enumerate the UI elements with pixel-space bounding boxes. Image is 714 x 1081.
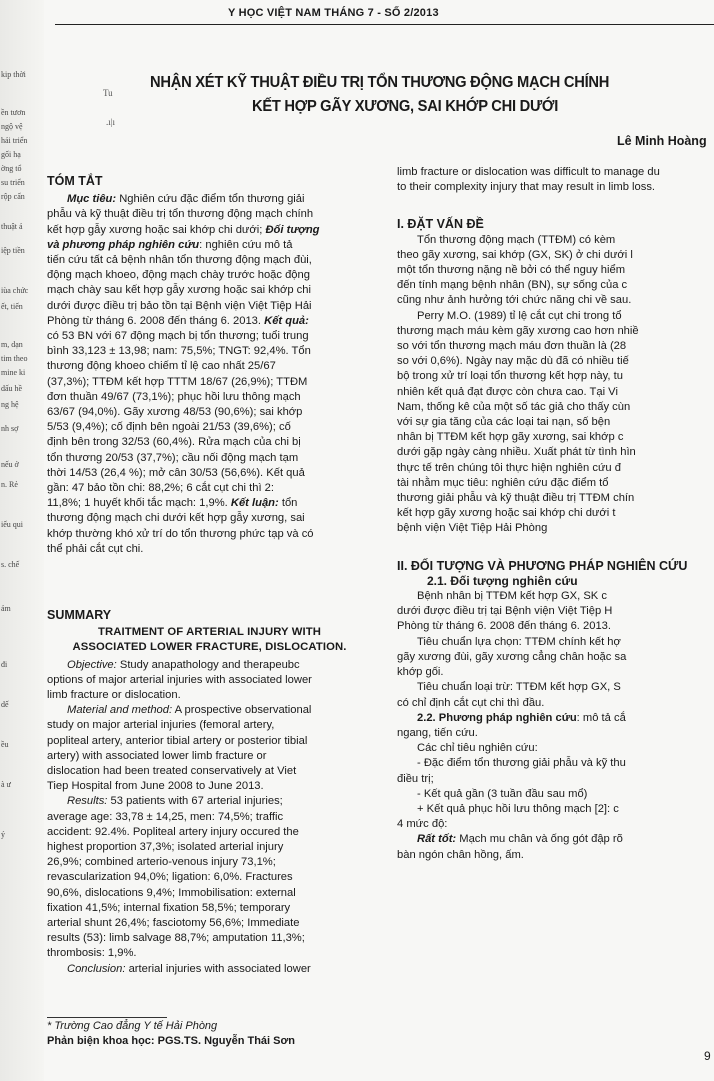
section-2-line [397,787,714,802]
summary-line [47,658,372,673]
text-run: options of major arterial injuries with associated lower [47,673,312,686]
summary-title-line-2: ASSOCIATED LOWER FRACTURE, DISLOCATION. [72,641,347,654]
abstract-vietnamese [47,174,372,557]
tomtat-line [47,527,372,542]
tomtat-line [47,253,372,268]
tomtat-line [47,542,372,557]
gutter-text-fragment: n. Rẻ [1,480,18,489]
text-run: tiến cứu tất cả bệnh nhân tổn thương động mạch đùi, [47,254,312,267]
text-run: Results: [67,795,108,808]
gutter-text-fragment: ền tươn [1,108,26,117]
section-2-line [397,832,714,847]
text-run: - Kết quả gần (3 tuần đầu sau mổ) [417,787,588,800]
text-run: thời 14/53 (26,4 %); mở cân 30/53 (56,6%). Kết quả [47,466,305,479]
summary-line [47,703,372,718]
gutter-text-fragment: nếu ở [1,460,19,469]
text-run: highest proportion 37,3%; isolated arterial injury [47,841,284,854]
gutter-text-fragment: s. chế [1,560,20,569]
gutter-text-fragment: hải triển [1,136,28,145]
text-run: study on major arterial injuries (femoral artery, [47,719,275,732]
summary-line [47,901,372,916]
text-run: average age: 33,78 ± 14,25, men: 74,5%; traffic [47,810,284,823]
article-title-line-2: KẾT HỢP GÃY XƯƠNG, SAI KHỚP CHI DƯỚI [252,98,559,115]
gutter-text-fragment: ờng tổ [1,164,22,173]
section-2-line [397,589,714,604]
summary-line [47,688,372,703]
tomtat-line [47,359,372,374]
text-run: dưới được điều trị tại Bệnh viện Việt Tiệp H [397,605,613,618]
text-run: thương động mạch chi dưới kết hợp gẫy xương, sai [47,512,305,525]
section-2-line [397,665,714,680]
section-1-line: thương giải phẫu và kỹ thuật điều trị TTĐM chín [397,492,635,505]
text-run: động mạch khoeo, động mạch chày trước hoặc động [47,269,310,282]
section-2-line [397,711,714,726]
text-run: A prospective observational [172,704,312,717]
summary-line [47,870,372,885]
summary-line [47,931,372,946]
text-run: ngang, tiến cứu. [397,726,478,739]
section-1-line: bệnh viện Việt Tiệp Hải Phòng [397,522,548,535]
gutter-text-fragment: nh sợ [1,424,19,433]
gutter-text-fragment: m, dạn [1,340,23,349]
binding-gutter [0,0,44,1081]
tomtat-line [47,496,372,511]
tomtat-line [47,390,372,405]
gutter-text-fragment: à ư [1,780,11,789]
section-2-line [397,772,714,787]
text-run: khớp thường khó xử trí do tổn thương phức tạp và có [47,527,314,540]
summary-line [47,764,372,779]
section-2-line [397,604,714,619]
article-title-line-1: NHẬN XÉT KỸ THUẬT ĐIỀU TRỊ TỔN THƯƠNG ĐỘNG MẠCH CHÍNH [150,74,610,91]
text-run: Kết quả: [264,314,309,327]
summary-line [47,886,372,901]
tomtat-line [47,192,372,207]
tomtat-line [47,481,372,496]
gutter-text-fragment: kip thời [1,70,26,79]
tomtat-line [47,375,372,390]
subsection-2-1-heading: 2.1. Đối tượng nghiên cứu [427,573,578,588]
text-run: Material and method: [67,704,173,717]
text-run: có chỉ định cắt cụt chi thì đầu. [397,696,545,709]
section-2-line [397,680,714,695]
text-run: Đối tượng [265,223,320,236]
text-run: revascularization 94,0%; ligation: 6,0%. Fractures [47,871,293,884]
text-run: thể phải cắt cụt chi. [47,542,144,555]
text-run: điều trị; [397,772,434,785]
tomtat-line [47,466,372,481]
text-run: Conclusion: [67,962,126,975]
gutter-text-fragment: đi [1,660,8,669]
text-run: Rất tốt: [417,833,457,846]
text-run: tổn thương 20/53 (37,7%); cầu nối động mạch tạm [47,451,299,464]
gutter-text-fragment: iùa chức [1,286,29,295]
text-run: thương động khoeo chiếm tỉ lệ cao nhất 25/67 [47,360,276,373]
tomtat-line [47,299,372,314]
text-run: bàn ngón chân hồng, ấm. [397,848,524,861]
summary-line [47,840,372,855]
text-run: Tiêu chuẩn lựa chọn: TTĐM chính kết hợ [417,635,621,648]
summary-line [47,810,372,825]
gutter-text-fragment: rộp cấn [1,192,25,201]
text-run: results (53): limb salvage 88,7%; amputation 11,3%; [47,932,305,945]
section-2-line [397,619,714,634]
text-run: arterial shunt 26,4%; fasciotomy 56,6%; Immediate [47,917,300,930]
section-1-heading: I. ĐẶT VẤN ĐỀ [397,217,484,232]
text-run: 53 patients with 67 arterial injuries; [107,795,283,808]
text-run: dislocation had been treated conservatively at Viet [47,765,297,778]
tomtat-line [47,268,372,283]
summary-line [47,749,372,764]
text-run: và phương pháp nghiên cứu [47,238,200,251]
summary-line [47,946,372,961]
text-run: gãy xương đùi, gãy xương cẳng chân hoặc sa [397,650,627,663]
tomtat-line [47,207,372,222]
summary-line [47,718,372,733]
section-2-line [397,741,714,756]
section-2-line [397,635,714,650]
text-run: 90,6%, dislocations 9,4%; Immobilisation: external [47,886,296,899]
gutter-text-fragment: iệp tiền [1,246,25,255]
gutter-text-fragment: iếu qui [1,520,23,529]
text-run: dưới được điều trị bảo tồn tại Bệnh viện Việt Tiệp Hải [47,299,312,312]
section-1-line: nhiên kết quả đạt được còn chưa cao. Tại Vi [397,385,618,398]
tomtat-line [47,451,372,466]
summary-line [47,855,372,870]
section-1-line: kết hợp gãy xương hoặc sai khớp chi dưới t [397,507,616,520]
summary-line [47,825,372,840]
page-number: 9 [704,1049,711,1063]
summary-line [47,794,372,809]
text-run: - Đặc điểm tổn thương giải phẫu và kỹ thu [417,757,626,770]
section-2-line [397,848,714,863]
text-run: Bệnh nhân bị TTĐM kết hợp GX, SK c [417,590,607,603]
gutter-text-fragment: ảm [1,604,11,613]
gutter-text-fragment: dấu hề [1,384,23,393]
text-run: fixation 41,5%; internal fixation 58,5%; temporary [47,901,291,914]
section-1-line: thương mạch máu kèm gãy xương cao hơn nhiề [397,324,639,337]
gutter-text-fragment: gối hạ [1,150,21,159]
tomtat-line [47,405,372,420]
section-1-line: dưới gặp ngày càng nhiều. Xuất phát từ tình hìn [397,446,636,459]
section-1-body [397,233,714,537]
text-run: artery) with associated lower limb fracture or [47,749,267,762]
tomtat-line [47,238,372,253]
text-run: định bên trong 32/53 (60,4%). Rửa mạch của chi bị [47,436,301,449]
text-run: Mạch mu chân và ống gót đập rõ [456,833,623,846]
summary-line [47,734,372,749]
text-run: phẫu và kỹ thuật điều trị tổn thương động mạch chính [47,208,314,221]
summary-line [47,962,372,977]
section-1-line: theo gãy xương, sai khớp (GX, SK) ở chi dưới l [397,248,633,261]
text-run: 26,9%; combined arterio-venous injury 73,1%; [47,856,276,869]
tomtat-line [47,283,372,298]
margin-mark: .ı|ı [106,117,116,127]
gutter-text-fragment: tim theo [1,354,28,363]
text-run: 4 mức độ: [397,818,448,831]
section-1-line: Nam, thống kê của một số tác giả cho thấy cùn [397,400,631,413]
gutter-text-fragment: ý [1,830,5,839]
gutter-text-fragment: ng hệ [1,400,19,409]
gutter-text-fragment: ều [1,740,9,749]
text-run: khớp gối. [397,666,444,679]
summary-continuation-2: to their complexity injury that may result in limb loss. [397,181,656,194]
text-run: 11,8%; 1 huyết khối tắc mạch: 1,9%. [47,497,231,510]
summary-line [47,916,372,931]
gutter-text-fragment: mine ki [1,368,26,377]
text-run: Tiêu chuẩn loại trừ: TTĐM kết hợp GX, S [417,681,621,694]
text-run: 5/53 (9,4%); cố định bên ngoài 21/53 (39,6%); cố [47,421,291,434]
text-run: Nghiên cứu đặc điểm tổn thương giải [116,193,305,206]
section-1-line: so với 0,6%). Ngày nay mặc dù đã có nhiều tiế [397,355,629,368]
text-run: gần: 47 bảo tồn chi: 88,2%; 6 cắt cụt chi thì 2: [47,482,275,495]
tomtat-line [47,314,372,329]
section-2-line [397,756,714,771]
section-2-line [397,650,714,665]
section-2-line [397,817,714,832]
section-1-line: cũng như ảnh hưởng tới chức năng chi về sau. [397,294,632,307]
footnote-reviewer: Phản biện khoa học: PGS.TS. Nguyễn Thái Sơn [47,1035,296,1047]
text-run: limb fracture or dislocation. [47,689,181,702]
tomtat-line [47,329,372,344]
text-run: Phòng từ tháng 6. 2008 đến tháng 6. 2013. [397,620,612,633]
section-2-line [397,696,714,711]
text-run: có 53 BN với 67 động mạch bị tổn thương; tuổi trung [47,330,309,343]
text-run: mạch chày sau kết hợp gẫy xương hoặc sai khớp chi [47,284,311,297]
header-rule [55,24,714,25]
section-1-line: Tổn thương động mạch (TTĐM) có kèm [417,233,616,246]
text-run: Các chỉ tiêu nghiên cứu: [417,742,538,755]
author-name: Lê Minh Hoàng [617,134,707,148]
text-run: Tiep Hospital from June 2008 to June 2013. [47,780,264,793]
text-run: kết hợp gẫy xương hoặc sai khớp chi dưới; [47,223,266,236]
section-2-line [397,802,714,817]
text-run: Objective: [67,658,117,671]
text-run: thrombosis: 1,9%. [47,947,137,960]
section-1-line: so với tổn thương mạch máu đơn thuần là (28 [397,340,627,353]
text-run: 2.2. Phương pháp nghiên cứu [417,711,577,724]
text-run: Kết luận: [230,497,279,510]
tomtat-line [47,344,372,359]
text-run: Phòng từ tháng 6. 2008 đến tháng 6. 2013. [47,314,265,327]
gutter-text-fragment: ngộ vệ [1,122,23,131]
text-run: : mô tả cắ [576,711,626,724]
summary-line [47,673,372,688]
tomtat-line [47,420,372,435]
summary-heading: SUMMARY [47,608,112,622]
tomtat-line [47,511,372,526]
right-column [397,165,714,863]
footnote-rule [47,1017,167,1018]
text-run: tổn [278,497,298,510]
text-run: + Kết quả phục hồi lưu thông mạch [2]: c [417,802,619,815]
text-run: Mục tiêu: [67,193,117,206]
section-2-line [397,726,714,741]
text-run: : nghiên cứu mô tả [199,238,293,251]
section-1-line: đến tính mạng bệnh nhân (BN), sự sống của c [397,279,628,292]
gutter-text-fragment: ết, tiến [1,302,23,311]
section-1-line: một tổn thương nặng nề bởi có thể nguy hiểm [397,264,626,277]
tomtat-heading: TÓM TẮT [47,174,103,188]
abstract-english [47,608,372,977]
section-1-line: thực tế trên chúng tôi thực hiện nghiên cứu đ [397,461,621,474]
text-run: popliteal artery, anterior tibial artery or posterior tibial [47,734,308,747]
footnote-affiliation: * Trường Cao đẳng Y tế Hải Phòng [47,1020,218,1032]
gutter-text-fragment: su triển [1,178,25,187]
section-1-line: Perry M.O. (1989) tỉ lệ cắt cụt chi trong tổ [417,309,622,322]
text-run: Study anapathology and therapeubc [116,658,300,671]
section-2-body [397,589,714,863]
text-run: bình 33,123 ± 13,98; nam: 75,5%; TNGT: 92,4%. Tổn [47,345,311,358]
section-1-line: bộ trong xử trí loại tổn thương kết hợp này, tu [397,370,623,383]
section-1-line: với sự gia tăng của các loại tai nạn, số bện [397,416,611,429]
gutter-text-fragment: dế [1,700,9,709]
summary-title-line-1: TRAITMENT OF ARTERIAL INJURY WITH [98,626,321,639]
text-run: accident: 92.4%. Popliteal artery injury occured the [47,825,299,838]
text-run: (37,3%); TTĐM kết hợp TTTM 18/67 (26,9%); TTĐM [47,375,308,388]
tomtat-line [47,435,372,450]
journal-header: Y HỌC VIỆT NAM THÁNG 7 - SỐ 2/2013 [228,7,439,19]
text-run: đơn thuần 49/67 (73,1%); phục hồi lưu thông mạch [47,390,301,403]
summary-continuation-1: limb fracture or dislocation was difficult to manage du [397,166,660,178]
section-1-line: nhân bị TTĐM kết hợp gãy xương, sai khớp c [397,431,624,444]
margin-mark: Tu [103,88,113,98]
text-run: 63/67 (94,0%). Gãy xương 48/53 (90,6%); sai khớp [47,406,303,419]
section-2-heading: II. ĐỐI TƯỢNG VÀ PHƯƠNG PHÁP NGHIÊN CỨU [397,558,688,573]
summary-body [47,658,372,977]
tomtat-body [47,192,372,557]
gutter-text-fragment: thuật ả [1,222,23,231]
section-1-line: tài nhằm mục tiêu: nghiên cứu đặc điểm tổ [397,476,609,489]
tomtat-line [47,223,372,238]
text-run: arterial injuries with associated lower [125,962,311,975]
summary-line [47,779,372,794]
